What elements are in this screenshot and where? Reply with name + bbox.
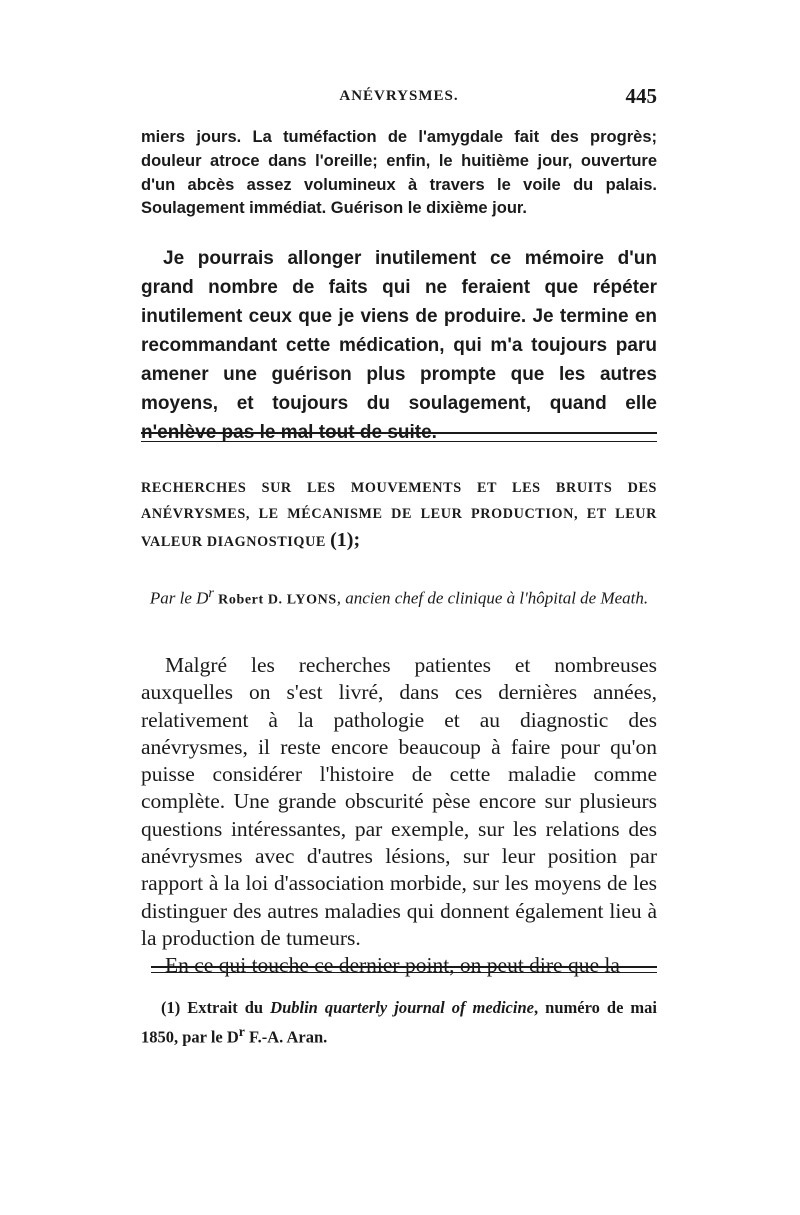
footnote-rule bbox=[151, 966, 657, 973]
running-head bbox=[141, 84, 657, 114]
body-paragraph: Malgré les recherches patientes et nombreuses auxquelles on s'est livré, dans ces dernières années, relativement à la pathologie et au diagnostic des anévrysmes, il reste encore beaucoup à faire pour qu'on puisse considérer l'histoire de cette maladie comme complète. Une grande obscurité pèse encore sur plusieurs questions intéressantes, par exemple, sur les relations des anévrysmes avec d'autres lésions, sur leur position par rapport à la loi d'association morbide, sur les moyens de les distinguer des autres maladies qui donnent également lieu à la production de tumeurs. bbox=[141, 653, 657, 950]
body-paragraph: En ce qui touche ce dernier point, on peut dire que la bbox=[165, 953, 620, 978]
article-body bbox=[141, 652, 657, 980]
running-title: ANÉVRYSMES. bbox=[339, 88, 459, 104]
article-title-footnote-ref: (1); bbox=[330, 529, 361, 551]
article-title-text: RECHERCHES SUR LES MOUVEMENTS ET LES BRUITS DES ANÉVRYSMES, LE MÉCANISME DE LEUR PRODUCTION, ET LEUR VALEUR DIAGNOSTIQUE bbox=[141, 480, 657, 550]
byline bbox=[141, 582, 657, 612]
footnote-rest-a: , numéro de mai 1850, par le D bbox=[141, 998, 658, 1047]
article-title bbox=[141, 475, 657, 555]
byline-prefix: Par le D bbox=[149, 588, 209, 608]
footnote bbox=[141, 996, 657, 1050]
page-number: 445 bbox=[625, 84, 657, 108]
author-name: Robert D. LYONS bbox=[218, 592, 337, 608]
byline-sup: r bbox=[208, 585, 214, 601]
byline-suffix: , ancien chef de clinique à l'hôpital de Meath. bbox=[336, 588, 649, 608]
footnote-marker: (1) Extrait du bbox=[161, 998, 264, 1017]
closing-paragraph: Je pourrais allonger inutilement ce mémoire d'un grand nombre de faits qui ne feraient que répéter inutilement ceux que je viens de produire. Je termine en recommandant cette médication, qui m'a toujours paru amener une guérison plus prompte que les autres moyens, et toujours du soulagement, quand elle n'enlève pas le mal tout de suite. bbox=[141, 248, 657, 443]
footnote-journal: Dublin quarterly journal of medicine bbox=[270, 998, 534, 1017]
continuation-paragraph: miers jours. La tuméfaction de l'amygdale fait des progrès; douleur atroce dans l'oreille; enfin, le huitième jour, ouverture d'un abcès assez volumineux à travers le voile du palais. Soulagement immédiat. Guérison le dixième jour. bbox=[141, 128, 657, 218]
footnote-rest-b: F.-A. Aran. bbox=[244, 1027, 328, 1047]
footnote-sup: r bbox=[238, 1024, 245, 1039]
section-divider bbox=[141, 432, 657, 442]
